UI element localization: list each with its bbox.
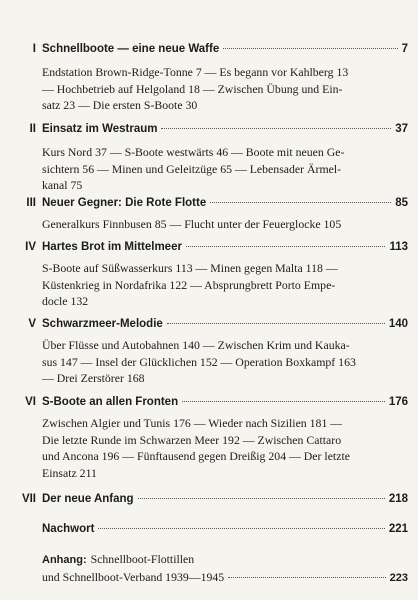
- anhang-page: 223: [389, 572, 408, 584]
- chapter-title-row: [42, 393, 408, 411]
- dot-leader: [228, 577, 385, 578]
- chapter-sections: [42, 144, 400, 194]
- chapter-page: 113: [389, 241, 408, 253]
- chapter-title: Der neue Anfang: [42, 493, 134, 505]
- section-line: docle 132: [42, 294, 89, 309]
- section-line: sichtern 56 — Minen und Geleitzüge 65 — Lebensader Ärmel-: [42, 161, 342, 176]
- dot-leader: [98, 528, 384, 529]
- chapter-numeral: V: [28, 318, 36, 330]
- chapter-heading: [10, 238, 408, 256]
- dot-leader: [210, 202, 391, 203]
- chapter-3: [10, 194, 408, 231]
- section-line: Generalkurs Finnbusen 85 — Flucht unter der Feuerglocke 105: [42, 217, 342, 231]
- chapter-heading: [10, 120, 408, 138]
- chapter-heading: [10, 315, 408, 333]
- chapter-sections: [42, 64, 400, 114]
- anhang-label: Anhang:: [42, 554, 87, 566]
- chapter-6: [10, 393, 408, 480]
- chapter-page: 7: [401, 43, 408, 55]
- anhang-line-1: [42, 550, 408, 568]
- chapter-title-row: [42, 315, 408, 333]
- dot-leader: [161, 128, 391, 129]
- chapter-page: 37: [395, 123, 408, 135]
- chapter-heading: [10, 40, 408, 58]
- chapter-title: Hartes Brot im Mittelmeer: [42, 241, 182, 253]
- dot-leader: [182, 401, 385, 402]
- chapter-sections: [42, 337, 400, 387]
- section-line: — Drei Zerstörer 168: [42, 371, 145, 386]
- chapter-4: [10, 238, 408, 309]
- nachwort-entry: [10, 520, 408, 538]
- chapter-title-row: [42, 40, 408, 58]
- section-line: und Ancona 196 — Fünftausend gegen Dreißig 204 — Der letzte: [42, 449, 350, 464]
- chapter-numeral: I: [32, 43, 36, 55]
- dot-leader: [186, 246, 385, 247]
- chapter-title-row: [42, 120, 408, 138]
- section-line: Einsatz 211: [42, 465, 97, 480]
- chapter-page: 176: [388, 396, 408, 408]
- chapter-heading: [10, 393, 408, 411]
- dot-leader: [138, 498, 385, 499]
- anhang-line-2: [42, 568, 408, 586]
- section-line: Die letzte Runde im Schwarzen Meer 192 — Zwischen Cattaro: [42, 432, 342, 447]
- chapter-title: Schwarzmeer-Melodie: [42, 318, 163, 330]
- section-line: S-Boote auf Süßwasserkurs 113 — Minen gegen Malta 118 —: [42, 261, 338, 275]
- chapter-title-row: [42, 490, 408, 508]
- chapter-title-row: [42, 238, 408, 256]
- chapter-page: 140: [388, 318, 408, 330]
- section-line: Über Flüsse und Autobahnen 140 — Zwischen Krim und Kauka-: [42, 338, 350, 352]
- chapter-5: [10, 315, 408, 386]
- dot-leader: [167, 323, 385, 324]
- chapter-heading: [10, 490, 408, 508]
- chapter-title: S-Boote an allen Fronten: [42, 396, 179, 408]
- anhang-text-1: Schnellboot-Flottillen: [90, 552, 195, 566]
- section-line: satz 23 — Die ersten S-Boote 30: [42, 98, 198, 113]
- section-line: kanal 75: [42, 178, 83, 193]
- section-line: Endstation Brown-Ridge-Tonne 7 — Es begann vor Kahlberg 13: [42, 65, 349, 79]
- chapter-7: [10, 490, 408, 508]
- nachwort-row: [10, 520, 408, 538]
- section-line: Küstenkrieg in Nordafrika 122 — Absprungbrett Porto Empe-: [42, 277, 336, 292]
- chapter-numeral: VII: [21, 493, 36, 505]
- chapter-title: Neuer Gegner: Die Rote Flotte: [42, 197, 207, 209]
- section-line: — Hochbetrieb auf Helgoland 18 — Zwischen Übung und Ein-: [42, 81, 343, 96]
- chapter-numeral: VI: [25, 396, 36, 408]
- chapter-title: Einsatz im Westraum: [42, 123, 158, 135]
- anhang-text-2: und Schnellboot-Verband 1939—1945: [42, 570, 225, 584]
- dot-leader: [223, 48, 397, 49]
- chapter-page: 218: [388, 493, 408, 505]
- nachwort-title-row: [42, 520, 408, 538]
- chapter-title: Schnellboote — eine neue Waffe: [42, 43, 220, 55]
- section-line: sus 147 — Insel der Glücklichen 152 — Operation Boxkampf 163: [42, 354, 356, 369]
- anhang-entry: [42, 550, 408, 586]
- chapter-title-row: [42, 194, 408, 212]
- nachwort-title: Nachwort: [42, 523, 95, 535]
- chapter-sections: [42, 260, 400, 310]
- chapter-numeral: III: [26, 197, 36, 209]
- chapter-numeral: IV: [25, 241, 36, 253]
- chapter-2: [10, 120, 408, 193]
- chapter-numeral: II: [29, 123, 36, 135]
- chapter-sections: [42, 415, 400, 481]
- chapter-1: [10, 40, 408, 113]
- section-line: Kurs Nord 37 — S-Boote westwärts 46 — Boote mit neuen Ge-: [42, 145, 345, 159]
- nachwort-page: 221: [388, 523, 408, 535]
- chapter-sections: [42, 216, 400, 233]
- section-line: Zwischen Algier und Tunis 176 — Wieder nach Sizilien 181 —: [42, 416, 343, 430]
- chapter-heading: [10, 194, 408, 212]
- chapter-page: 85: [395, 197, 408, 209]
